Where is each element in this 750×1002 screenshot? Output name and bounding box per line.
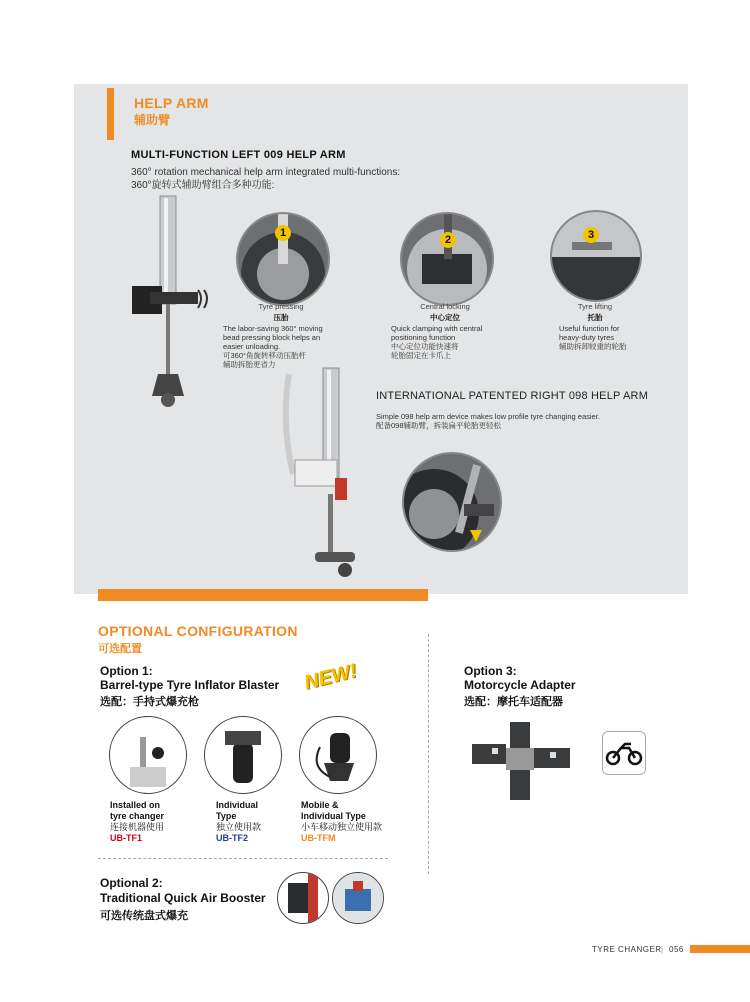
option3-title: Option 3: [464,664,517,678]
feature-1-desc: The labor-saving 360° moving bead pressing block helps an easier unloading. 可360°角旋转移动压胎杆 辅助拆胎更省力 [223,324,323,369]
patent-desc: Simple 098 help arm device makes low profile tyre changing easier. [376,412,600,421]
option1-title: Option 1: [100,664,153,678]
feature-3-title: Tyre lifting [577,302,613,311]
help-arm-009-image [120,194,210,414]
optional-title: OPTIONAL CONFIGURATION [98,623,298,639]
feature-2-title-cn: 中心定位 [430,313,460,322]
feature-number-1-badge: 1 [275,225,291,241]
help-arm-title-cn: 辅助臂 [134,113,171,127]
option2-subtitle: Traditional Quick Air Booster [100,891,266,905]
help-arm-desc-cn: 360°旋转式辅助臂组合多种功能: [131,180,275,191]
section-accent-bar [107,88,114,140]
option-divider-horizontal [98,858,388,859]
tyre-lifting-photo [550,210,642,302]
feature-number-3-badge: 3 [583,227,599,243]
feature-1-title: Tyre pressing [258,302,304,311]
code-ub-tf2: UB-TF2 [216,833,248,843]
inflator-tf1-photo [109,716,187,794]
feature-number-2-badge: 2 [440,232,456,248]
option1-subtitle-cn: 选配：手持式爆充枪 [100,696,199,708]
option1-item-1: Installed on tyre changer 连接机器使用 UB-TF1 [110,800,165,843]
inflator-tfm-photo [299,716,377,794]
patent-desc-cn: 配备098辅助臂，拆装扁平轮胎更轻松 [376,421,502,430]
new-badge: NEW! [302,659,360,695]
footer-separator: | [661,945,664,954]
motorcycle-adapter-photo [470,718,574,804]
option1-item-3: Mobile & Individual Type 小车移动独立使用款 UB-TFM [301,800,383,843]
footer-page-number: 056 [669,945,684,954]
help-arm-heading: MULTI-FUNCTION LEFT 009 HELP ARM [131,149,346,161]
option2-title: Optional 2: [100,876,163,890]
optional-title-cn: 可选配置 [98,643,142,655]
option2-subtitle-cn: 可选传统盘式爆充 [100,910,188,922]
option1-subtitle: Barrel-type Tyre Inflator Blaster [100,678,280,692]
feature-3-desc: Useful function for heavy-duty tyres 辅助拆卸较重的轮胎 [559,324,627,351]
option3-subtitle-cn: 选配：摩托车适配器 [464,696,563,708]
air-booster-photo-1 [277,872,329,924]
help-arm-098-image [275,364,365,586]
code-ub-tf1: UB-TF1 [110,833,142,843]
air-booster-photo-2 [332,872,384,924]
central-locking-photo [400,212,494,306]
feature-2-title: Central locking [420,302,470,311]
inflator-tf2-photo [204,716,282,794]
option1-item-2: Individual Type 独立使用款 UB-TF2 [216,800,262,843]
help-arm-title: HELP ARM [134,95,209,111]
optional-section-bar [98,589,428,601]
feature-1-title-cn: 压胎 [273,313,289,322]
help-arm-desc: 360° rotation mechanical help arm integrated multi-functions: [131,167,401,178]
footer-section: TYRE CHANGER [592,945,662,954]
patent-heading: INTERNATIONAL PATENTED RIGHT 098 HELP ARM [376,390,649,402]
feature-3-title-cn: 托胎 [587,313,603,322]
code-ub-tfm: UB-TFM [301,833,336,843]
option-divider-vertical [428,634,429,874]
feature-2-desc: Quick clamping with central positioning function 中心定位功能快速将 轮胎固定在卡爪上 [391,324,483,360]
footer-accent-bar [690,945,750,953]
option3-subtitle: Motorcycle Adapter [464,678,576,692]
patent-help-arm-photo [402,452,502,552]
motorcycle-icon [602,731,646,775]
